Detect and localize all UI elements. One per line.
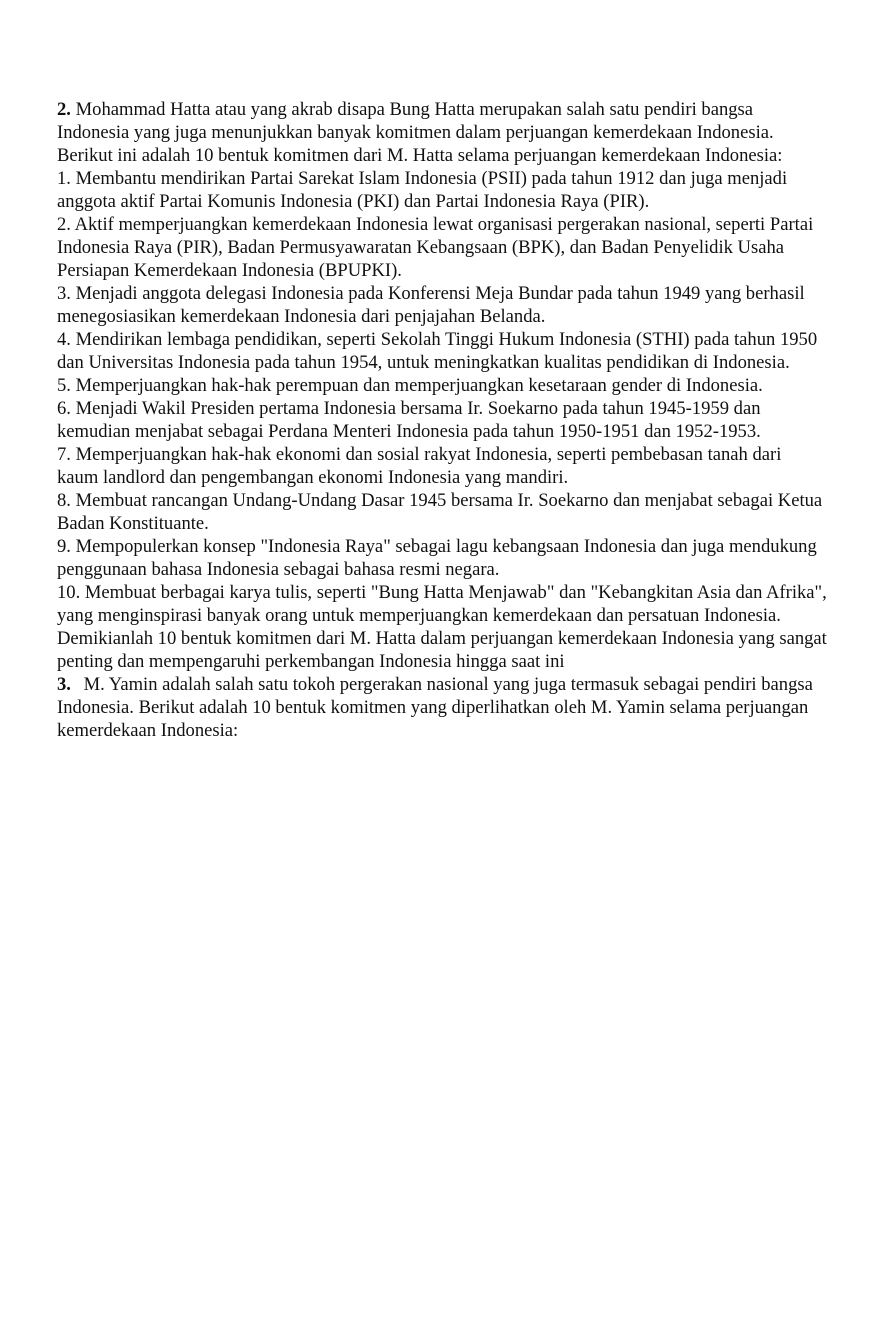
list-item: 10. Membuat berbagai karya tulis, seperti "Bung Hatta Menjawab" dan "Kebangkitan Asia dan Afrika", yang menginspirasi banyak orang untuk memperjuangkan kemerdekaan dan persatuan Indonesia. xyxy=(57,582,827,626)
section-2-conclusion: Demikianlah 10 bentuk komitmen dari M. Hatta dalam perjuangan kemerdekaan Indonesia yang sangat penting dan mempengaruhi perkembangan Indonesia hingga saat ini xyxy=(57,628,827,672)
list-item: 6. Menjadi Wakil Presiden pertama Indonesia bersama Ir. Soekarno pada tahun 1945-1959 dan kemudian menjabat sebagai Perdana Menteri Indonesia pada tahun 1950-1951 dan 1952-1953. xyxy=(57,398,761,442)
list-item: 5. Memperjuangkan hak-hak perempuan dan memperjuangkan kesetaraan gender di Indonesia. xyxy=(57,375,763,396)
list-item: 1. Membantu mendirikan Partai Sarekat Islam Indonesia (PSII) pada tahun 1912 dan juga menjadi anggota aktif Partai Komunis Indonesia (PKI) dan Partai Indonesia Raya (PIR). xyxy=(57,168,788,212)
section-2-list xyxy=(57,167,827,627)
section-2-number: 2. xyxy=(57,99,71,120)
section-3-number: 3. xyxy=(57,674,71,695)
list-item: 8. Membuat rancangan Undang-Undang Dasar 1945 bersama Ir. Soekarno dan menjabat sebagai Ketua Badan Konstituante. xyxy=(57,490,823,534)
list-item: 4. Mendirikan lembaga pendidikan, seperti Sekolah Tinggi Hukum Indonesia (STHI) pada tahun 1950 dan Universitas Indonesia pada tahun 1954, untuk meningkatkan kualitas pendidikan di Indonesia. xyxy=(57,329,818,373)
section-3-intro-text: M. Yamin adalah salah satu tokoh pergerakan nasional yang juga termasuk sebagai pendiri bangsa Indonesia. Berikut adalah 10 bentuk komitmen yang diperlihatkan oleh M. Yamin selama perjuangan kemerdekaan Indonesia: xyxy=(57,674,813,741)
section-2-intro xyxy=(57,98,827,167)
section-2-intro-text: Mohammad Hatta atau yang akrab disapa Bung Hatta merupakan salah satu pendiri bangsa Indonesia yang juga menunjukkan banyak komitmen dalam perjuangan kemerdekaan Indonesia. Berikut ini adalah 10 bentuk komitmen dari M. Hatta selama perjuangan kemerdekaan Indonesia: xyxy=(57,99,783,166)
section-3-intro xyxy=(57,673,827,742)
list-item: 3. Menjadi anggota delegasi Indonesia pada Konferensi Meja Bundar pada tahun 1949 yang berhasil menegosiasikan kemerdekaan Indonesia dari penjajahan Belanda. xyxy=(57,283,805,327)
document-page xyxy=(57,98,827,742)
list-item: 7. Memperjuangkan hak-hak ekonomi dan sosial rakyat Indonesia, seperti pembebasan tanah dari kaum landlord dan pengembangan ekonomi Indonesia yang mandiri. xyxy=(57,444,782,488)
list-item: 2. Aktif memperjuangkan kemerdekaan Indonesia lewat organisasi pergerakan nasional, seperti Partai Indonesia Raya (PIR), Badan Permusyawaratan Kebangsaan (BPK), dan Badan Penyelidik Usaha Persiapan Kemerdekaan Indonesia (BPUPKI). xyxy=(57,214,814,281)
list-item: 9. Mempopulerkan konsep "Indonesia Raya" sebagai lagu kebangsaan Indonesia dan juga mendukung penggunaan bahasa Indonesia sebagai bahasa resmi negara. xyxy=(57,536,817,580)
